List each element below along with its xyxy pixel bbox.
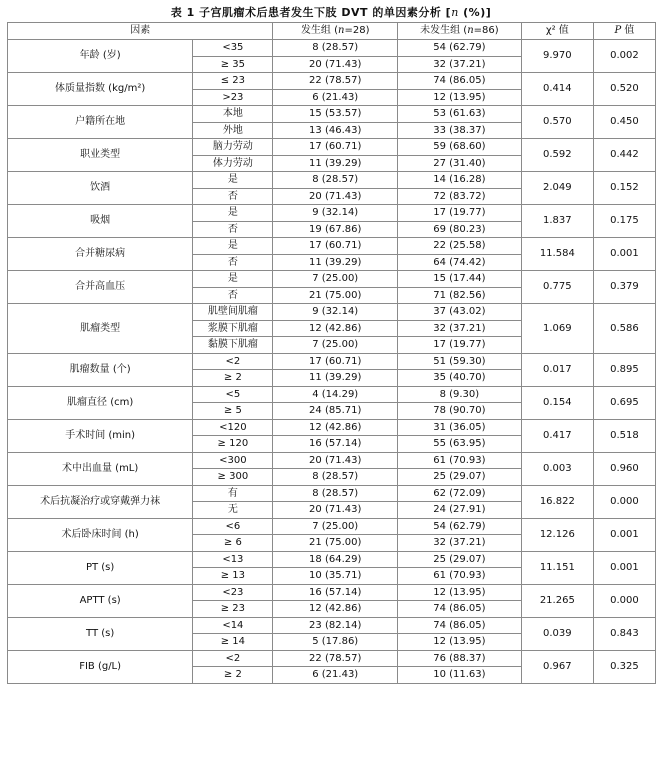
occurred-cell: 17 (60.71)	[273, 238, 398, 255]
level-cell: 浆膜下肌瘤	[193, 320, 273, 337]
occurred-cell: 9 (32.14)	[273, 205, 398, 222]
not-occurred-cell: 32 (37.21)	[397, 320, 521, 337]
not-occurred-cell: 69 (80.23)	[397, 221, 521, 238]
occurred-cell: 10 (35.71)	[273, 568, 398, 585]
p-cell: 0.325	[593, 650, 655, 683]
factor-cell: 吸烟	[8, 205, 193, 238]
level-cell: 否	[193, 287, 273, 304]
not-occurred-cell: 78 (90.70)	[397, 403, 521, 420]
header-chi: χ² 值	[521, 23, 593, 40]
factor-cell: 肌瘤类型	[8, 304, 193, 354]
caption-prefix: 表 1 子宫肌瘤术后患者发生下肢 DVT 的单因素分析 [	[170, 6, 452, 19]
factor-cell: 术中出血量 (mL)	[8, 452, 193, 485]
occurred-cell: 13 (46.43)	[273, 122, 398, 139]
not-occurred-cell: 25 (29.07)	[397, 551, 521, 568]
not-occurred-cell: 61 (70.93)	[397, 452, 521, 469]
occurred-cell: 5 (17.86)	[273, 634, 398, 651]
occurred-cell: 11 (39.29)	[273, 370, 398, 387]
header-occurred: 发生组 (n=28)	[273, 23, 398, 40]
not-occurred-cell: 27 (31.40)	[397, 155, 521, 172]
not-occurred-cell: 12 (13.95)	[397, 584, 521, 601]
level-cell: 否	[193, 254, 273, 271]
level-cell: 外地	[193, 122, 273, 139]
table-row	[8, 386, 656, 403]
p-cell: 0.960	[593, 452, 655, 485]
factor-cell: 饮酒	[8, 172, 193, 205]
level-cell: <14	[193, 617, 273, 634]
not-occurred-cell: 17 (19.77)	[397, 337, 521, 354]
level-cell: ≥ 2	[193, 370, 273, 387]
level-cell: <13	[193, 551, 273, 568]
chi-cell: 0.414	[521, 73, 593, 106]
chi-cell: 21.265	[521, 584, 593, 617]
level-cell: 体力劳动	[193, 155, 273, 172]
p-cell: 0.000	[593, 485, 655, 518]
level-cell: <23	[193, 584, 273, 601]
occurred-cell: 11 (39.29)	[273, 155, 398, 172]
not-occurred-cell: 61 (70.93)	[397, 568, 521, 585]
table-row	[8, 419, 656, 436]
chi-cell: 0.017	[521, 353, 593, 386]
level-cell: ≥ 2	[193, 667, 273, 684]
occurred-cell: 12 (42.86)	[273, 419, 398, 436]
not-occurred-cell: 32 (37.21)	[397, 56, 521, 73]
p-cell: 0.001	[593, 518, 655, 551]
chi-cell: 0.592	[521, 139, 593, 172]
table-body	[8, 40, 656, 684]
not-occurred-cell: 32 (37.21)	[397, 535, 521, 552]
occurred-cell: 17 (60.71)	[273, 139, 398, 156]
level-cell: ≥ 5	[193, 403, 273, 420]
not-occurred-cell: 74 (86.05)	[397, 73, 521, 90]
level-cell: 黏膜下肌瘤	[193, 337, 273, 354]
not-occurred-cell: 31 (36.05)	[397, 419, 521, 436]
level-cell: <5	[193, 386, 273, 403]
occurred-cell: 16 (57.14)	[273, 436, 398, 453]
chi-cell: 9.970	[521, 40, 593, 73]
occurred-cell: 20 (71.43)	[273, 452, 398, 469]
chi-cell: 12.126	[521, 518, 593, 551]
occurred-cell: 6 (21.43)	[273, 89, 398, 106]
level-cell: ≤ 23	[193, 73, 273, 90]
not-occurred-cell: 17 (19.77)	[397, 205, 521, 222]
table-row	[8, 452, 656, 469]
not-occurred-cell: 76 (88.37)	[397, 650, 521, 667]
not-occurred-cell: 71 (82.56)	[397, 287, 521, 304]
occurred-cell: 8 (28.57)	[273, 172, 398, 189]
table-row	[8, 304, 656, 321]
level-cell: 脑力劳动	[193, 139, 273, 156]
level-cell: ≥ 6	[193, 535, 273, 552]
factor-cell: 户籍所在地	[8, 106, 193, 139]
p-cell: 0.001	[593, 238, 655, 271]
occurred-cell: 8 (28.57)	[273, 469, 398, 486]
factor-cell: 年龄 (岁)	[8, 40, 193, 73]
not-occurred-cell: 74 (86.05)	[397, 617, 521, 634]
occurred-cell: 7 (25.00)	[273, 271, 398, 288]
not-occurred-cell: 35 (40.70)	[397, 370, 521, 387]
occurred-cell: 17 (60.71)	[273, 353, 398, 370]
chi-cell: 16.822	[521, 485, 593, 518]
occurred-cell: 6 (21.43)	[273, 667, 398, 684]
not-occurred-cell: 37 (43.02)	[397, 304, 521, 321]
level-cell: ≥ 300	[193, 469, 273, 486]
factor-cell: 体质量指数 (kg/m²)	[8, 73, 193, 106]
table-row	[8, 73, 656, 90]
table-row	[8, 139, 656, 156]
factor-cell: 合并高血压	[8, 271, 193, 304]
chi-cell: 0.570	[521, 106, 593, 139]
occurred-cell: 20 (71.43)	[273, 188, 398, 205]
not-occurred-cell: 14 (16.28)	[397, 172, 521, 189]
not-occurred-cell: 51 (59.30)	[397, 353, 521, 370]
level-cell: 无	[193, 502, 273, 519]
level-cell: ≥ 35	[193, 56, 273, 73]
not-occurred-cell: 33 (38.37)	[397, 122, 521, 139]
occurred-cell: 21 (75.00)	[273, 535, 398, 552]
chi-cell: 0.003	[521, 452, 593, 485]
not-occurred-cell: 74 (86.05)	[397, 601, 521, 618]
p-cell: 0.175	[593, 205, 655, 238]
table-row	[8, 106, 656, 123]
chi-cell: 0.967	[521, 650, 593, 683]
not-occurred-cell: 12 (13.95)	[397, 634, 521, 651]
table-caption	[0, 4, 662, 20]
table-row	[8, 353, 656, 370]
header-row	[8, 23, 656, 40]
chi-cell: 0.775	[521, 271, 593, 304]
table-row	[8, 205, 656, 222]
not-occurred-cell: 12 (13.95)	[397, 89, 521, 106]
occurred-cell: 9 (32.14)	[273, 304, 398, 321]
level-cell: >23	[193, 89, 273, 106]
chi-cell: 0.417	[521, 419, 593, 452]
occurred-cell: 21 (75.00)	[273, 287, 398, 304]
p-cell: 0.152	[593, 172, 655, 205]
table-row	[8, 551, 656, 568]
p-cell: 0.450	[593, 106, 655, 139]
occurred-cell: 12 (42.86)	[273, 320, 398, 337]
occurred-cell: 20 (71.43)	[273, 56, 398, 73]
level-cell: 否	[193, 188, 273, 205]
header-factor: 因素	[8, 23, 273, 40]
factor-cell: 肌瘤直径 (cm)	[8, 386, 193, 419]
factor-cell: PT (s)	[8, 551, 193, 584]
level-cell: <35	[193, 40, 273, 57]
level-cell: <300	[193, 452, 273, 469]
not-occurred-cell: 62 (72.09)	[397, 485, 521, 502]
occurred-cell: 19 (67.86)	[273, 221, 398, 238]
not-occurred-cell: 25 (29.07)	[397, 469, 521, 486]
chi-cell: 1.069	[521, 304, 593, 354]
factor-cell: 合并糖尿病	[8, 238, 193, 271]
chi-cell: 0.154	[521, 386, 593, 419]
occurred-cell: 18 (64.29)	[273, 551, 398, 568]
chi-cell: 2.049	[521, 172, 593, 205]
p-cell: 0.586	[593, 304, 655, 354]
level-cell: 本地	[193, 106, 273, 123]
level-cell: ≥ 13	[193, 568, 273, 585]
table-row	[8, 650, 656, 667]
occurred-cell: 22 (78.57)	[273, 73, 398, 90]
factor-cell: TT (s)	[8, 617, 193, 650]
table-row	[8, 485, 656, 502]
not-occurred-cell: 8 (9.30)	[397, 386, 521, 403]
occurred-cell: 7 (25.00)	[273, 337, 398, 354]
p-cell: 0.843	[593, 617, 655, 650]
not-occurred-cell: 64 (74.42)	[397, 254, 521, 271]
p-cell: 0.379	[593, 271, 655, 304]
header-not-occurred: 未发生组 (n=86)	[397, 23, 521, 40]
occurred-cell: 12 (42.86)	[273, 601, 398, 618]
not-occurred-cell: 55 (63.95)	[397, 436, 521, 453]
chi-cell: 11.151	[521, 551, 593, 584]
chi-cell: 1.837	[521, 205, 593, 238]
factor-cell: 肌瘤数量 (个)	[8, 353, 193, 386]
not-occurred-cell: 10 (11.63)	[397, 667, 521, 684]
level-cell: <2	[193, 650, 273, 667]
level-cell: 是	[193, 172, 273, 189]
p-cell: 0.002	[593, 40, 655, 73]
p-cell: 0.695	[593, 386, 655, 419]
not-occurred-cell: 54 (62.79)	[397, 518, 521, 535]
table-row	[8, 518, 656, 535]
not-occurred-cell: 53 (61.63)	[397, 106, 521, 123]
p-cell: 0.518	[593, 419, 655, 452]
table-row	[8, 40, 656, 57]
occurred-cell: 7 (25.00)	[273, 518, 398, 535]
level-cell: <120	[193, 419, 273, 436]
level-cell: 是	[193, 205, 273, 222]
occurred-cell: 22 (78.57)	[273, 650, 398, 667]
chi-cell: 11.584	[521, 238, 593, 271]
level-cell: ≥ 23	[193, 601, 273, 618]
level-cell: 是	[193, 238, 273, 255]
occurred-cell: 16 (57.14)	[273, 584, 398, 601]
factor-cell: 术后卧床时间 (h)	[8, 518, 193, 551]
table-row	[8, 238, 656, 255]
table-row	[8, 271, 656, 288]
header-p: P 值	[593, 23, 655, 40]
factor-cell: 手术时间 (min)	[8, 419, 193, 452]
factor-cell: APTT (s)	[8, 584, 193, 617]
p-cell: 0.000	[593, 584, 655, 617]
not-occurred-cell: 24 (27.91)	[397, 502, 521, 519]
p-cell: 0.442	[593, 139, 655, 172]
occurred-cell: 24 (85.71)	[273, 403, 398, 420]
level-cell: <2	[193, 353, 273, 370]
p-cell: 0.520	[593, 73, 655, 106]
level-cell: 是	[193, 271, 273, 288]
chi-cell: 0.039	[521, 617, 593, 650]
factor-cell: FIB (g/L)	[8, 650, 193, 683]
occurred-cell: 15 (53.57)	[273, 106, 398, 123]
not-occurred-cell: 22 (25.58)	[397, 238, 521, 255]
level-cell: ≥ 120	[193, 436, 273, 453]
level-cell: 有	[193, 485, 273, 502]
not-occurred-cell: 59 (68.60)	[397, 139, 521, 156]
p-cell: 0.895	[593, 353, 655, 386]
occurred-cell: 8 (28.57)	[273, 40, 398, 57]
occurred-cell: 4 (14.29)	[273, 386, 398, 403]
occurred-cell: 23 (82.14)	[273, 617, 398, 634]
table-row	[8, 617, 656, 634]
factor-cell: 职业类型	[8, 139, 193, 172]
caption-suffix: (%)]	[458, 6, 492, 19]
univariate-table	[7, 22, 656, 684]
factor-cell: 术后抗凝治疗或穿戴弹力袜	[8, 485, 193, 518]
occurred-cell: 20 (71.43)	[273, 502, 398, 519]
not-occurred-cell: 15 (17.44)	[397, 271, 521, 288]
table-row	[8, 584, 656, 601]
level-cell: <6	[193, 518, 273, 535]
level-cell: 否	[193, 221, 273, 238]
occurred-cell: 8 (28.57)	[273, 485, 398, 502]
level-cell: 肌壁间肌瘤	[193, 304, 273, 321]
level-cell: ≥ 14	[193, 634, 273, 651]
not-occurred-cell: 72 (83.72)	[397, 188, 521, 205]
not-occurred-cell: 54 (62.79)	[397, 40, 521, 57]
occurred-cell: 11 (39.29)	[273, 254, 398, 271]
caption-n: n	[451, 6, 459, 19]
p-cell: 0.001	[593, 551, 655, 584]
table-row	[8, 172, 656, 189]
